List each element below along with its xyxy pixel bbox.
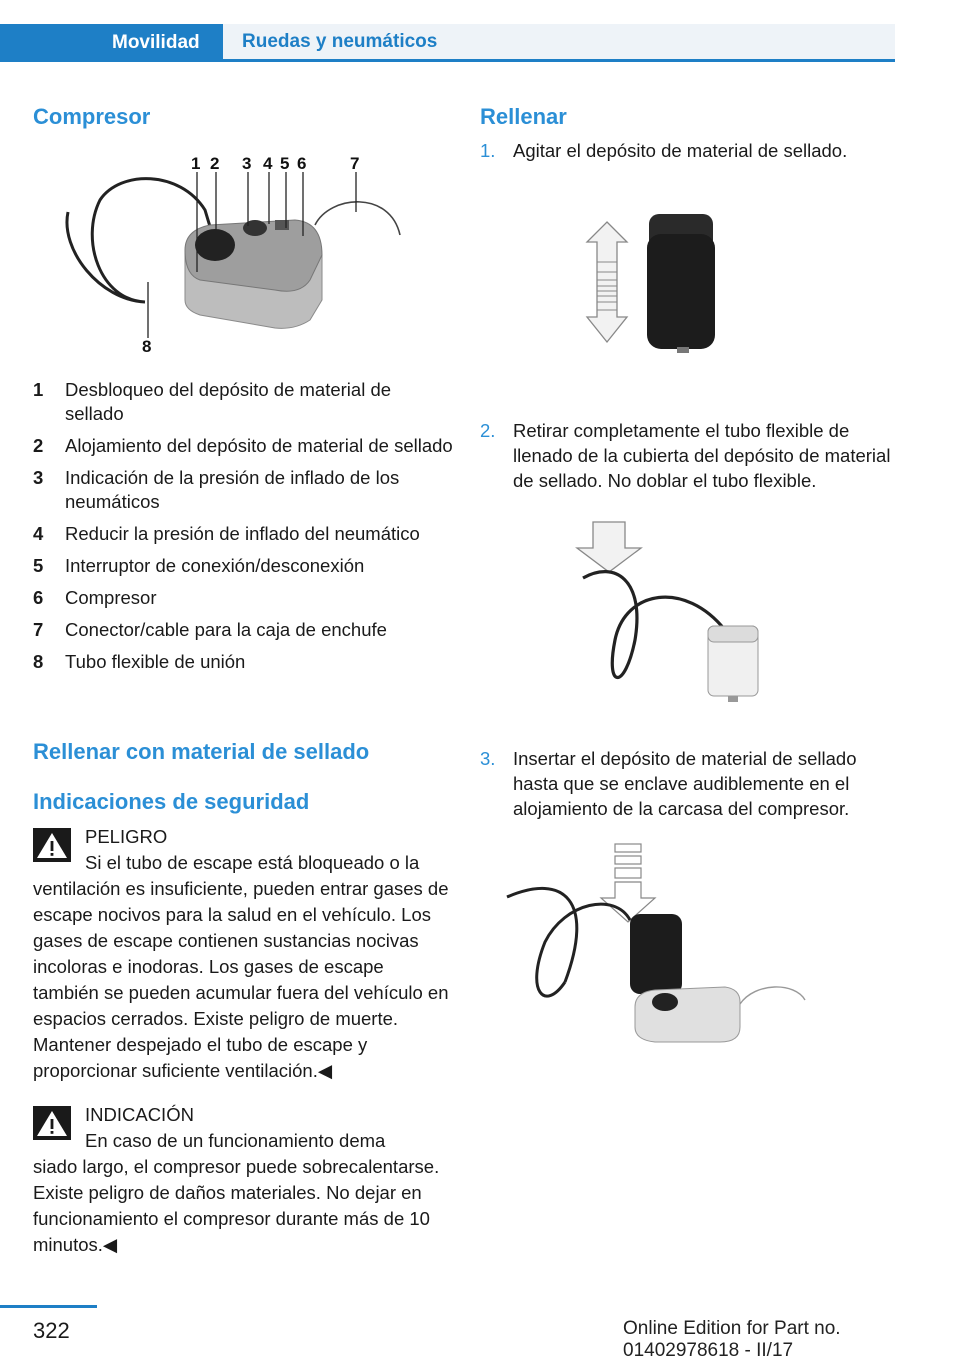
legend-item: 1 Desbloqueo del depósito de material de sellado bbox=[33, 379, 392, 424]
legend-item: 6 Compresor bbox=[33, 587, 157, 608]
step-1 bbox=[480, 138, 900, 163]
warning-label: PELIGRO bbox=[85, 826, 168, 847]
warning-triangle-icon bbox=[33, 828, 71, 862]
callout-5: 5 bbox=[280, 154, 290, 173]
shake-container-figure bbox=[585, 212, 725, 357]
page-header bbox=[0, 0, 960, 62]
insert-container-figure bbox=[505, 842, 810, 1052]
step-number: 3. bbox=[480, 748, 496, 769]
legend-item: 3 Indicación de la presión de inflado de los neumáticos bbox=[33, 467, 400, 512]
callout-3: 3 bbox=[242, 154, 252, 173]
legend-item: 8 Tubo flexible de unión bbox=[33, 651, 246, 672]
cable-shape bbox=[315, 202, 400, 235]
step-3 bbox=[480, 746, 900, 821]
gauge-shape bbox=[243, 220, 267, 236]
warning-indicacion bbox=[33, 1102, 453, 1258]
section-title: Rellenar con material de sellado bbox=[33, 739, 370, 764]
step-number: 1. bbox=[480, 140, 496, 161]
step-text: Retirar completamente el tubo flexible de llenado de la cubierta del depósito de material de sellado. No doblar el tubo flexible. bbox=[513, 420, 891, 491]
callout-6: 6 bbox=[297, 154, 307, 173]
warning-body: ventilación es insuficiente, pueden entrar gases de escape nocivos para la salud en el vehículo. Los gases de escape contienen sustancias nocivas incoloras e inodoras. Los gases de escape también se pueden acumular fuera del vehículo en espacios cerrados. Existe peligro de muerte. Mantener despejado el tubo de escape y proporcionar suficiente ventilación.◀ bbox=[33, 878, 449, 1081]
callout-7: 7 bbox=[350, 154, 360, 173]
compressor-figure bbox=[60, 150, 410, 355]
compressor-title: Compresor bbox=[33, 104, 151, 129]
step-number: 2. bbox=[480, 420, 496, 441]
warning-first-line: Si el tubo de escape está bloqueado o la bbox=[85, 852, 420, 873]
legend-item: 7 Conector/cable para la caja de enchufe bbox=[33, 619, 387, 640]
step-2 bbox=[480, 418, 900, 493]
warning-first-line: En caso de un funcionamiento dema bbox=[85, 1130, 386, 1151]
page-number: 322 bbox=[33, 1318, 70, 1343]
safety-title: Indicaciones de seguridad bbox=[33, 789, 310, 814]
footer-line bbox=[0, 1305, 97, 1308]
header-tab-movilidad[interactable]: Movilidad bbox=[0, 24, 223, 62]
header-tab-ruedas[interactable]: Ruedas y neumáticos bbox=[223, 24, 895, 59]
warning-triangle-icon bbox=[33, 1106, 71, 1140]
rellenar-title: Rellenar bbox=[480, 104, 567, 129]
callout-8: 8 bbox=[142, 337, 152, 355]
legend-item: 2 Alojamiento del depósito de material de sellado bbox=[33, 435, 453, 456]
legend-item: 4 Reducir la presión de inflado del neumático bbox=[33, 523, 420, 544]
callout-1: 1 bbox=[191, 154, 201, 173]
step-text: Insertar el depósito de material de sellado hasta que se enclave audiblemente en el alojamiento de la carcasa del compresor. bbox=[513, 748, 857, 819]
switch-shape bbox=[275, 220, 289, 230]
legend-list bbox=[33, 378, 453, 682]
remove-hose-figure bbox=[575, 520, 765, 710]
legend-item: 5 Interruptor de conexión/desconexión bbox=[33, 555, 365, 576]
warning-body: siado largo, el compresor puede sobrecalentarse. Existe peligro de daños materiales. No dejar en funcionamiento el compresor durante más de 10 minutos.◀ bbox=[33, 1156, 440, 1255]
edition-info: Online Edition for Part no. 01402978618 - II/17 bbox=[623, 1318, 841, 1361]
warning-peligro bbox=[33, 824, 453, 1084]
step-text: Agitar el depósito de material de sellado. bbox=[513, 140, 848, 161]
container-socket bbox=[195, 229, 235, 261]
warning-label: INDICACIÓN bbox=[85, 1104, 194, 1125]
callout-4: 4 bbox=[263, 154, 273, 173]
header-underline bbox=[223, 59, 895, 62]
callout-2: 2 bbox=[210, 154, 220, 173]
